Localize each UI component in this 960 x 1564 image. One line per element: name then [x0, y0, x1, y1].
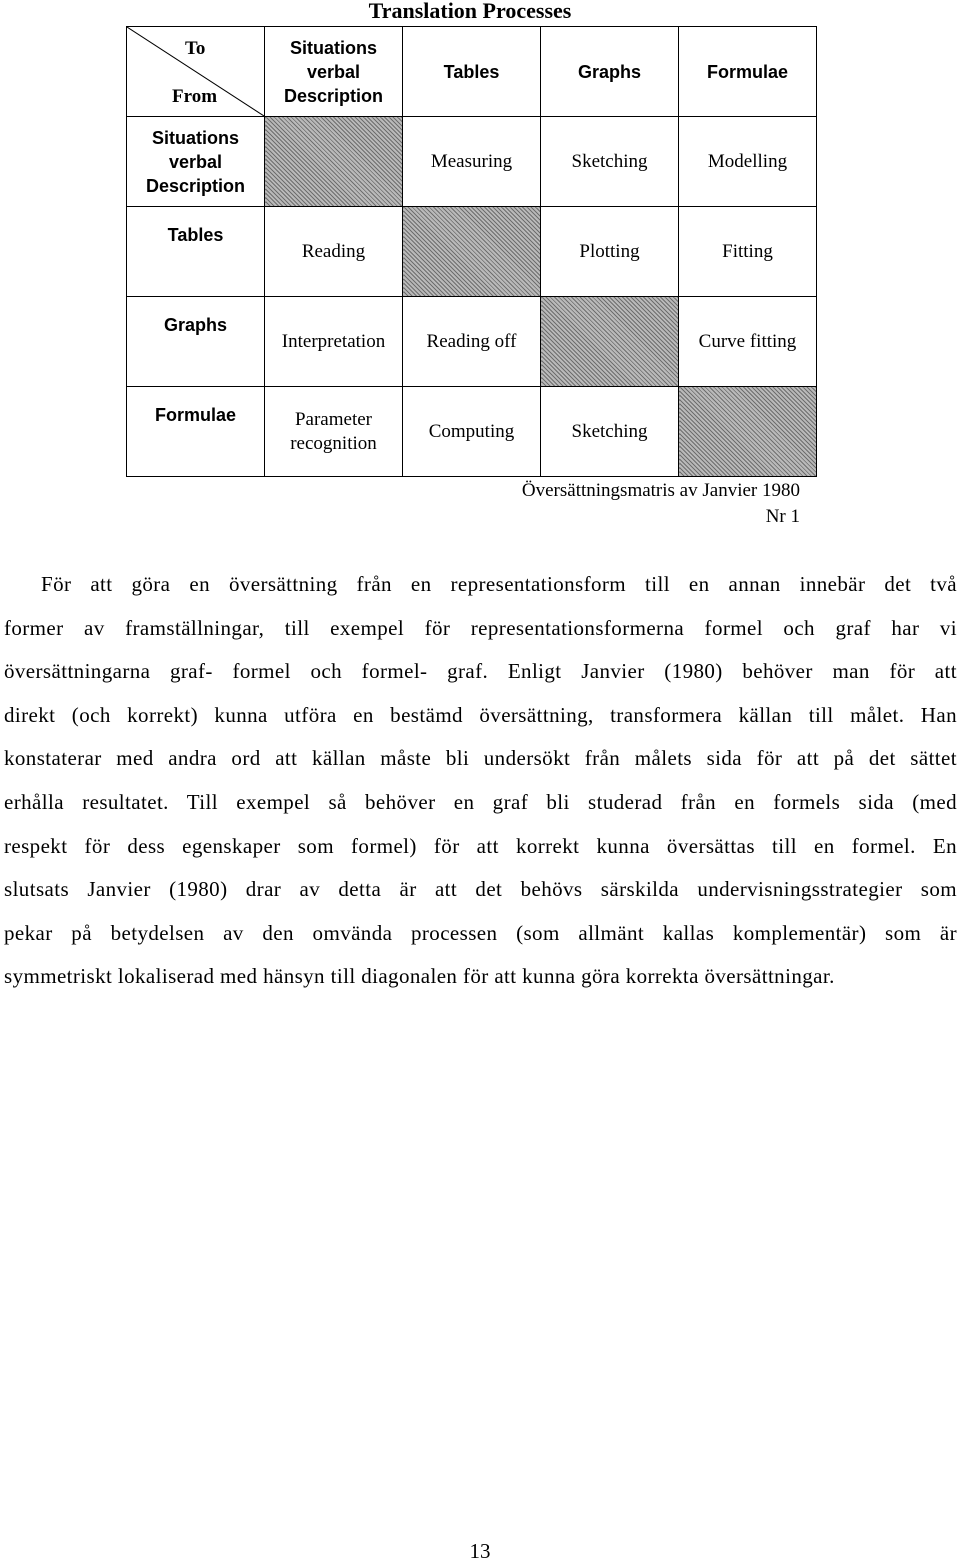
- paragraph-line: symmetriskt lokaliserad med hänsyn till diagonalen för att kunna göra korrekta översättningar.: [4, 964, 835, 989]
- paragraph-line: direkt (och korrekt) kunna utföra en bestämd översättning, transformera källan till målet. Han: [4, 702, 957, 727]
- body-paragraph: [4, 563, 957, 999]
- row-header-tables: Tables: [127, 207, 265, 297]
- header-row: [127, 27, 817, 117]
- col-header-formulae: Formulae: [679, 27, 817, 117]
- caption-number: Nr 1: [765, 506, 800, 527]
- corner-cell: [127, 27, 265, 117]
- caption-title: Översättningsmatris av Janvier 1980: [521, 480, 800, 501]
- cell-plotting: Plotting: [541, 207, 679, 297]
- page-number: 13: [469, 1539, 491, 1563]
- paragraph-line: konstaterar med andra ord att källan måste bli undersökt från målets sida för att på det sättet: [4, 746, 957, 771]
- translation-matrix-table: [126, 26, 817, 477]
- row-header-graphs: Graphs: [127, 297, 265, 387]
- paragraph-line: respekt för dess egenskaper som formel) för att korrekt kunna översättas till en formel. En: [4, 833, 957, 858]
- cell-interpretation: Interpretation: [265, 297, 403, 387]
- paragraph-line: slutsats Janvier (1980) drar av detta är att det behövs särskilda undervisningsstrategier som: [4, 877, 957, 902]
- cell-reading-off: Reading off: [403, 297, 541, 387]
- diagonal-shaded-cell: [541, 297, 679, 387]
- cell-modelling: Modelling: [679, 117, 817, 207]
- cell-computing: Computing: [403, 387, 541, 477]
- col-header-situations: Situations verbal Description: [265, 27, 403, 117]
- cell-fitting: Fitting: [679, 207, 817, 297]
- paragraph-line: översättningarna graf- formel och formel- graf. Enligt Janvier (1980) behöver man för att: [4, 659, 957, 684]
- cell-curve-fitting: Curve fitting: [679, 297, 817, 387]
- cell-parameter-recognition: Parameter recognition: [265, 387, 403, 477]
- corner-from-label: From: [172, 86, 218, 107]
- row-header-formulae: Formulae: [127, 387, 265, 477]
- paragraph-line: pekar på betydelsen av den omvända processen (som allmänt kallas komplementär) som är: [4, 920, 957, 945]
- table-row: [127, 117, 817, 207]
- table-title: Translation Processes: [368, 0, 572, 23]
- cell-sketching-formulae: Sketching: [541, 387, 679, 477]
- diagonal-shaded-cell: [403, 207, 541, 297]
- diagonal-shaded-cell: [265, 117, 403, 207]
- corner-to-label: To: [185, 38, 206, 59]
- row-header-situations: Situations verbal Description: [127, 117, 265, 207]
- table-row: [127, 297, 817, 387]
- cell-sketching: Sketching: [541, 117, 679, 207]
- table-row: [127, 387, 817, 477]
- paragraph-line: former av framställningar, till exempel för representationsformerna formel och graf har vi: [4, 615, 957, 640]
- col-header-graphs: Graphs: [541, 27, 679, 117]
- cell-measuring: Measuring: [403, 117, 541, 207]
- paragraph-line: För att göra en översättning från en representationsform till en annan innebär det två: [41, 572, 957, 596]
- paragraph-line: erhålla resultatet. Till exempel så behöver en graf bli studerad från en formels sida (med: [4, 789, 957, 814]
- table-row: [127, 207, 817, 297]
- figure-caption: [522, 478, 800, 530]
- col-header-tables: Tables: [403, 27, 541, 117]
- diagonal-shaded-cell: [679, 387, 817, 477]
- cell-reading: Reading: [265, 207, 403, 297]
